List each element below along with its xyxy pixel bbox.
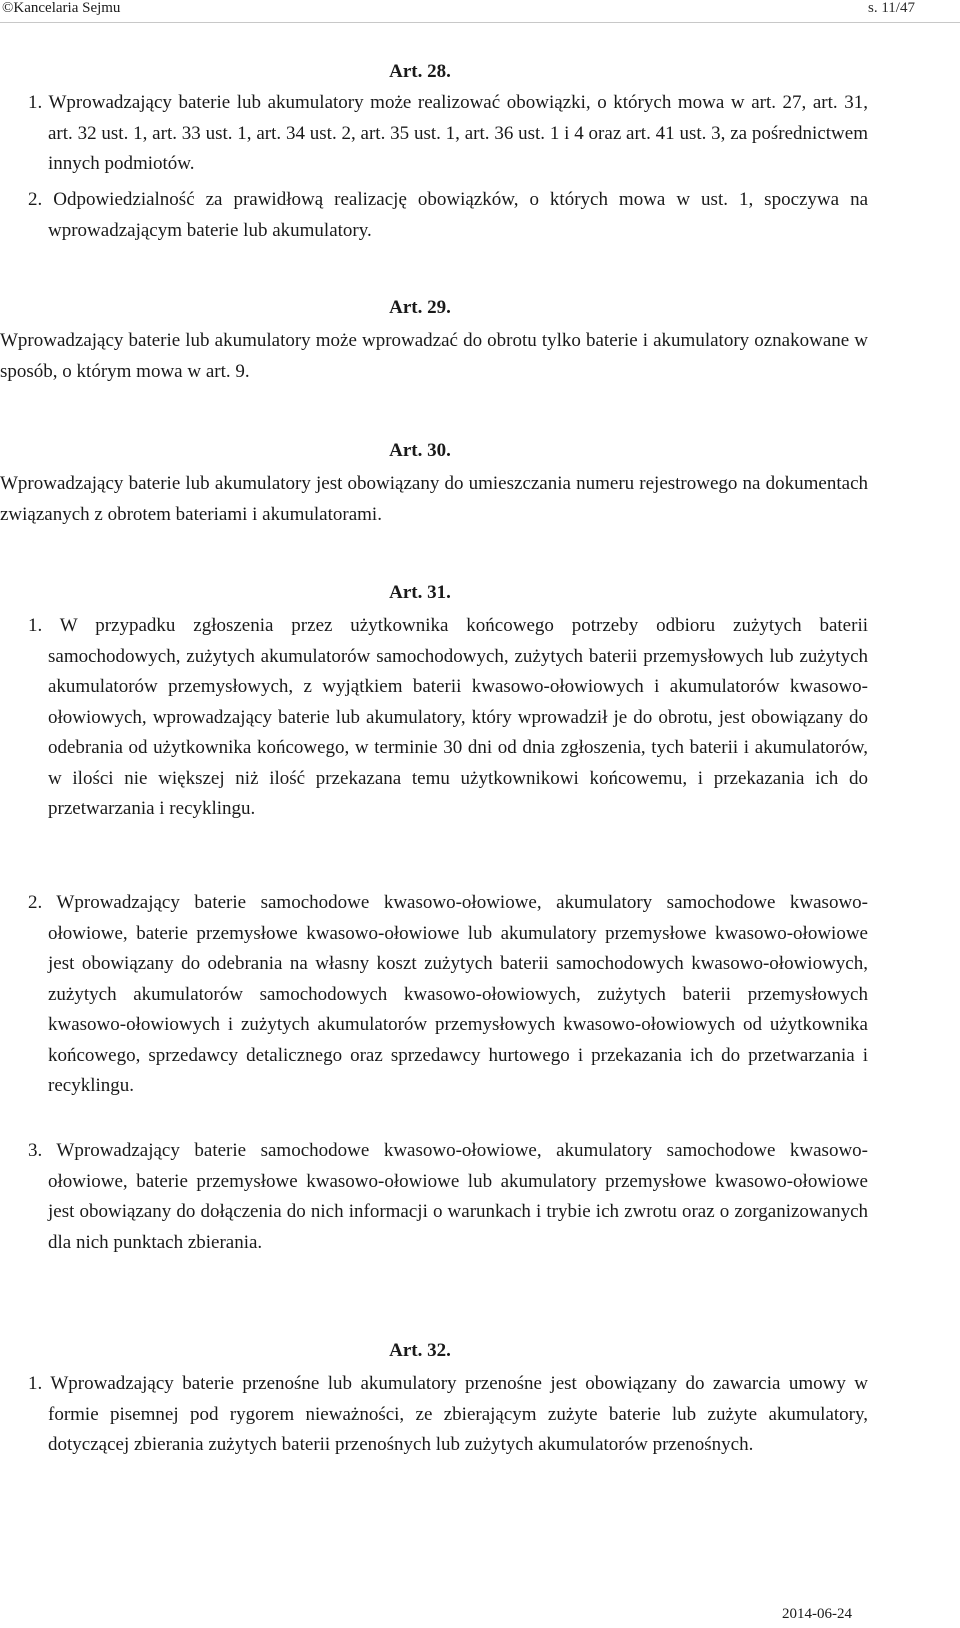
header-divider [0, 22, 960, 23]
article-31-title: Art. 31. [389, 582, 451, 603]
article-32-para-1: 1. Wprowadzający baterie przenośne lub akumulatory przenośne jest obowiązany do zawarcia umowy w formie pisemnej pod rygorem nieważności, ze zbierającym zużyte baterie lub zużyte akumulatory, dotyczącej zbierania zużytych baterii przenośnych lub zużytych akumulatorów przenośnych. [28, 1373, 868, 1455]
article-31-para-3: 3. Wprowadzający baterie samochodowe kwasowo-ołowiowe, akumulatory samochodowe kwasowo-ołowiowe, baterie przemysłowe kwasowo-ołowiowe lub akumulatory przemysłowe kwasowo-ołowiowe jest obowiązany do dołączenia do nich informacji o warunkach i trybie ich zwrotu oraz o zorganizowanych dla nich punktach zbierania. [28, 1140, 868, 1253]
source-label: ©Kancelaria Sejmu [2, 0, 121, 16]
footer-date: 2014-06-24 [782, 1606, 852, 1622]
article-29-para-1: Wprowadzający baterie lub akumulatory może wprowadzać do obrotu tylko baterie i akumulatory oznakowane w sposób, o którym mowa w art. 9. [0, 330, 868, 382]
article-28-para-2: 2. Odpowiedzialność za prawidłową realizację obowiązków, o których mowa w ust. 1, spoczywa na wprowadzającym baterie lub akumulatory. [28, 189, 868, 241]
article-31-para-2: 2. Wprowadzający baterie samochodowe kwasowo-ołowiowe, akumulatory samochodowe kwasowo-ołowiowe, baterie przemysłowe kwasowo-ołowiowe lub akumulatory przemysłowe kwasowo-ołowiowe jest obowiązany do odebrania na własny koszt zużytych baterii samochodowych kwasowo-ołowiowych, zużytych akumulatorów samochodowych kwasowo-ołowiowych, zużytych baterii przemysłowych kwasowo-ołowiowych i zużytych akumulatorów przemysłowych kwasowo-ołowiowych od użytkownika końcowego, sprzedawcy detalicznego oraz sprzedawcy hurtowego i przekazania ich do przetwarzania i recyklingu. [28, 892, 868, 1096]
page-header [0, 0, 960, 24]
article-28-title: Art. 28. [389, 61, 451, 82]
page-number: s. 11/47 [868, 0, 915, 16]
article-30-para-1: Wprowadzający baterie lub akumulatory jest obowiązany do umieszczania numeru rejestrowego na dokumentach związanych z obrotem bateriami i akumulatorami. [0, 473, 868, 525]
article-30-title: Art. 30. [389, 440, 451, 461]
article-28-para-1: 1. Wprowadzający baterie lub akumulatory może realizować obowiązki, o których mowa w art. 27, art. 31, art. 32 ust. 1, art. 33 ust. 1, art. 34 ust. 2, art. 35 ust. 1, art. 36 ust. 1 i 4 oraz art. 41 ust. 3, za pośrednictwem innych podmiotów. [28, 92, 868, 174]
article-31-para-1: 1. W przypadku zgłoszenia przez użytkownika końcowego potrzeby odbioru zużytych baterii samochodowych, zużytych akumulatorów samochodowych, zużytych baterii przemysłowych lub zużytych akumulatorów przemysłowych, z wyjątkiem baterii kwasowo-ołowiowych i akumulatorów kwasowo-ołowiowych, wprowadzający baterie lub akumulatory, który wprowadził je do obrotu, jest obowiązany do odebrania od użytkownika końcowego, w terminie 30 dni od dnia zgłoszenia, tych baterii i akumulatorów, w ilości nie większej niż ilość przekazana temu użytkownikowi końcowemu, i przekazania ich do przetwarzania i recyklingu. [28, 615, 868, 819]
article-29-title: Art. 29. [389, 297, 451, 318]
article-32-title: Art. 32. [389, 1340, 451, 1361]
